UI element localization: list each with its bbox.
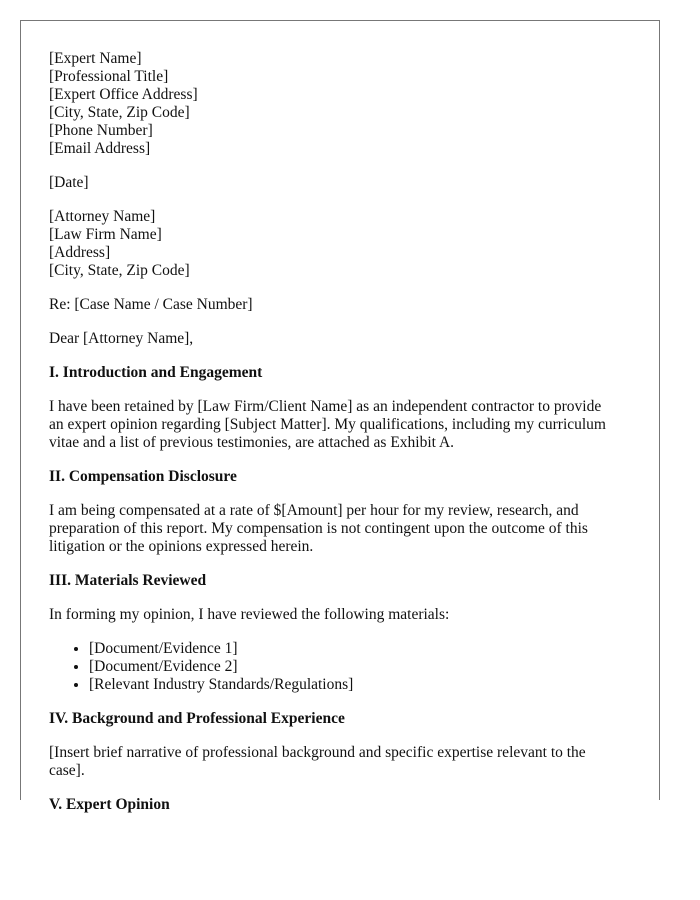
salutation-block bbox=[49, 330, 639, 348]
letter-page bbox=[20, 20, 660, 813]
re-line: Re: [Case Name / Case Number] bbox=[49, 296, 253, 313]
section-introduction bbox=[49, 364, 639, 452]
list-item: • [Document/Evidence 1] bbox=[89, 640, 639, 658]
paragraph-line: an expert opinion regarding [Subject Matter]. My qualifications, including my curriculum bbox=[49, 416, 606, 433]
sender-office-address: [Expert Office Address] bbox=[49, 86, 198, 103]
recipient-address-block bbox=[49, 208, 639, 280]
paragraph-line: case]. bbox=[49, 762, 85, 779]
recipient-address: [Address] bbox=[49, 244, 111, 261]
paragraph-line: I have been retained by [Law Firm/Client Name] as an independent contractor to provide bbox=[49, 398, 602, 415]
section-expert-opinion bbox=[49, 796, 639, 814]
letter-content bbox=[49, 50, 639, 814]
section-heading: V. Expert Opinion bbox=[49, 796, 170, 813]
sender-city-state-zip: [City, State, Zip Code] bbox=[49, 104, 190, 121]
section-heading: III. Materials Reviewed bbox=[49, 572, 207, 589]
salutation: Dear [Attorney Name], bbox=[49, 330, 194, 347]
list-item: • [Document/Evidence 2] bbox=[89, 658, 639, 676]
paragraph-line: vitae and a list of previous testimonies, are attached as Exhibit A. bbox=[49, 434, 455, 451]
section-heading: I. Introduction and Engagement bbox=[49, 364, 263, 381]
sender-name: [Expert Name] bbox=[49, 50, 142, 67]
materials-list bbox=[49, 640, 639, 694]
section-heading: IV. Background and Professional Experience bbox=[49, 710, 345, 727]
sender-email: [Email Address] bbox=[49, 140, 151, 157]
paragraph-line: [Insert brief narrative of professional background and specific expertise relevant to the bbox=[49, 744, 586, 761]
paragraph-line: I am being compensated at a rate of $[Amount] per hour for my review, research, and bbox=[49, 502, 579, 519]
re-line-block bbox=[49, 296, 639, 314]
paragraph-line: In forming my opinion, I have reviewed the following materials: bbox=[49, 606, 450, 623]
recipient-firm: [Law Firm Name] bbox=[49, 226, 162, 243]
letter-date: [Date] bbox=[49, 174, 89, 191]
date-block bbox=[49, 174, 639, 192]
recipient-name: [Attorney Name] bbox=[49, 208, 156, 225]
paragraph-line: preparation of this report. My compensation is not contingent upon the outcome of this bbox=[49, 520, 588, 537]
sender-address-block bbox=[49, 50, 639, 158]
sender-phone: [Phone Number] bbox=[49, 122, 153, 139]
section-heading: II. Compensation Disclosure bbox=[49, 468, 237, 485]
recipient-city-state-zip: [City, State, Zip Code] bbox=[49, 262, 190, 279]
sender-title: [Professional Title] bbox=[49, 68, 169, 85]
section-materials-reviewed bbox=[49, 572, 639, 694]
section-background bbox=[49, 710, 639, 780]
list-item: • [Relevant Industry Standards/Regulations] bbox=[89, 676, 639, 694]
paragraph-line: litigation or the opinions expressed herein. bbox=[49, 538, 314, 555]
section-compensation bbox=[49, 468, 639, 556]
